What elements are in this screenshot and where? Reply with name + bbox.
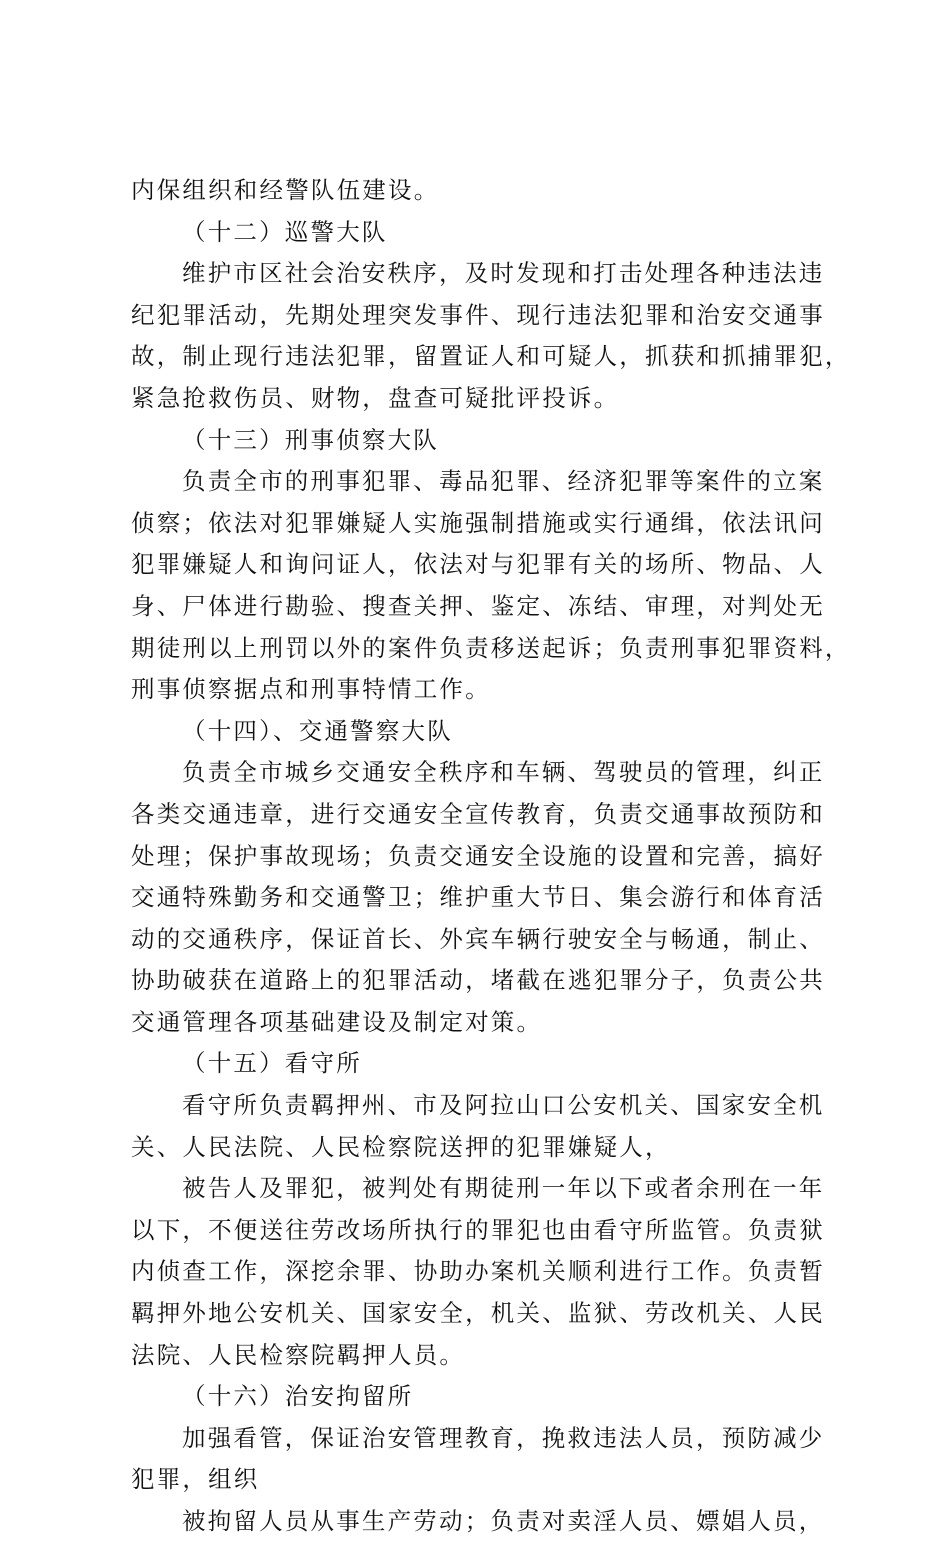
- paragraph-line: 维护市区社会治安秩序，及时发现和打击处理各种违法违: [182, 259, 825, 288]
- body-line: 关、人民法院、人民检察院送押的犯罪嫌疑人，: [131, 1132, 671, 1161]
- body-line: 紧急抢救伤员、财物，盘查可疑批评投诉。: [131, 383, 620, 412]
- section-heading-13: （十三）刑事侦察大队: [182, 425, 439, 454]
- paragraph-line: 看守所负责羁押州、市及阿拉山口公安机关、国家安全机: [182, 1091, 825, 1120]
- paragraph-line: 被告人及罪犯，被判处有期徒刑一年以下或者余刑在一年: [182, 1174, 825, 1203]
- body-line: 刑事侦察据点和刑事特情工作。: [131, 675, 491, 704]
- body-line: 犯罪嫌疑人和询问证人，依法对与犯罪有关的场所、物品、人: [131, 550, 825, 579]
- paragraph-line: 负责全市的刑事犯罪、毒品犯罪、经济犯罪等案件的立案: [182, 467, 825, 496]
- section-heading-16: （十六）治安拘留所: [182, 1382, 414, 1411]
- body-line: 犯罪，组织: [131, 1465, 260, 1494]
- body-line: 内侦查工作，深挖余罪、协助办案机关顺利进行工作。负责暂: [131, 1257, 825, 1286]
- body-line: 身、尸体进行勘验、搜查关押、鉴定、冻结、审理，对判处无: [131, 591, 825, 620]
- body-line: 内保组织和经警队伍建设。: [131, 176, 440, 204]
- body-line: 侦察；依法对犯罪嫌疑人实施强制措施或实行通缉，依法讯问: [131, 508, 825, 537]
- paragraph-line: 被拘留人员从事生产劳动；负责对卖淫人员、嫖娼人员，: [182, 1507, 825, 1535]
- body-line: 各类交通违章，进行交通安全宣传教育，负责交通事故预防和: [131, 799, 825, 828]
- paragraph-line: 加强看管，保证治安管理教育，挽救违法人员，预防减少: [182, 1423, 825, 1452]
- body-line: 故，制止现行违法犯罪，留置证人和可疑人，抓获和抓捕罪犯，: [131, 342, 851, 371]
- body-line: 动的交通秩序，保证首长、外宾车辆行驶安全与畅通，制止、: [131, 924, 825, 953]
- section-heading-15: （十五）看守所: [182, 1049, 362, 1078]
- body-line: 协助破获在道路上的犯罪活动，堵截在逃犯罪分子，负责公共: [131, 966, 825, 995]
- body-line: 法院、人民检察院羁押人员。: [131, 1340, 466, 1369]
- document-body: [131, 170, 851, 1543]
- body-line: 交通特殊勤务和交通警卫；维护重大节日、集会游行和体育活: [131, 883, 825, 912]
- section-heading-14: （十四）、交通警察大队: [182, 716, 453, 745]
- body-line: 以下，不便送往劳改场所执行的罪犯也由看守所监管。负责狱: [131, 1215, 825, 1244]
- body-line: 交通管理各项基础建设及制定对策。: [131, 1007, 543, 1036]
- body-line: 处理；保护事故现场；负责交通安全设施的设置和完善，搞好: [131, 841, 825, 870]
- paragraph-line: 负责全市城乡交通安全秩序和车辆、驾驶员的管理，纠正: [182, 758, 825, 787]
- section-heading-12: （十二）巡警大队: [182, 217, 388, 246]
- body-line: 期徒刑以上刑罚以外的案件负责移送起诉；负责刑事犯罪资料，: [131, 633, 851, 662]
- body-line: 纪犯罪活动，先期处理突发事件、现行违法犯罪和治安交通事: [131, 300, 825, 329]
- body-line: 羁押外地公安机关、国家安全，机关、监狱、劳改机关、人民: [131, 1299, 825, 1328]
